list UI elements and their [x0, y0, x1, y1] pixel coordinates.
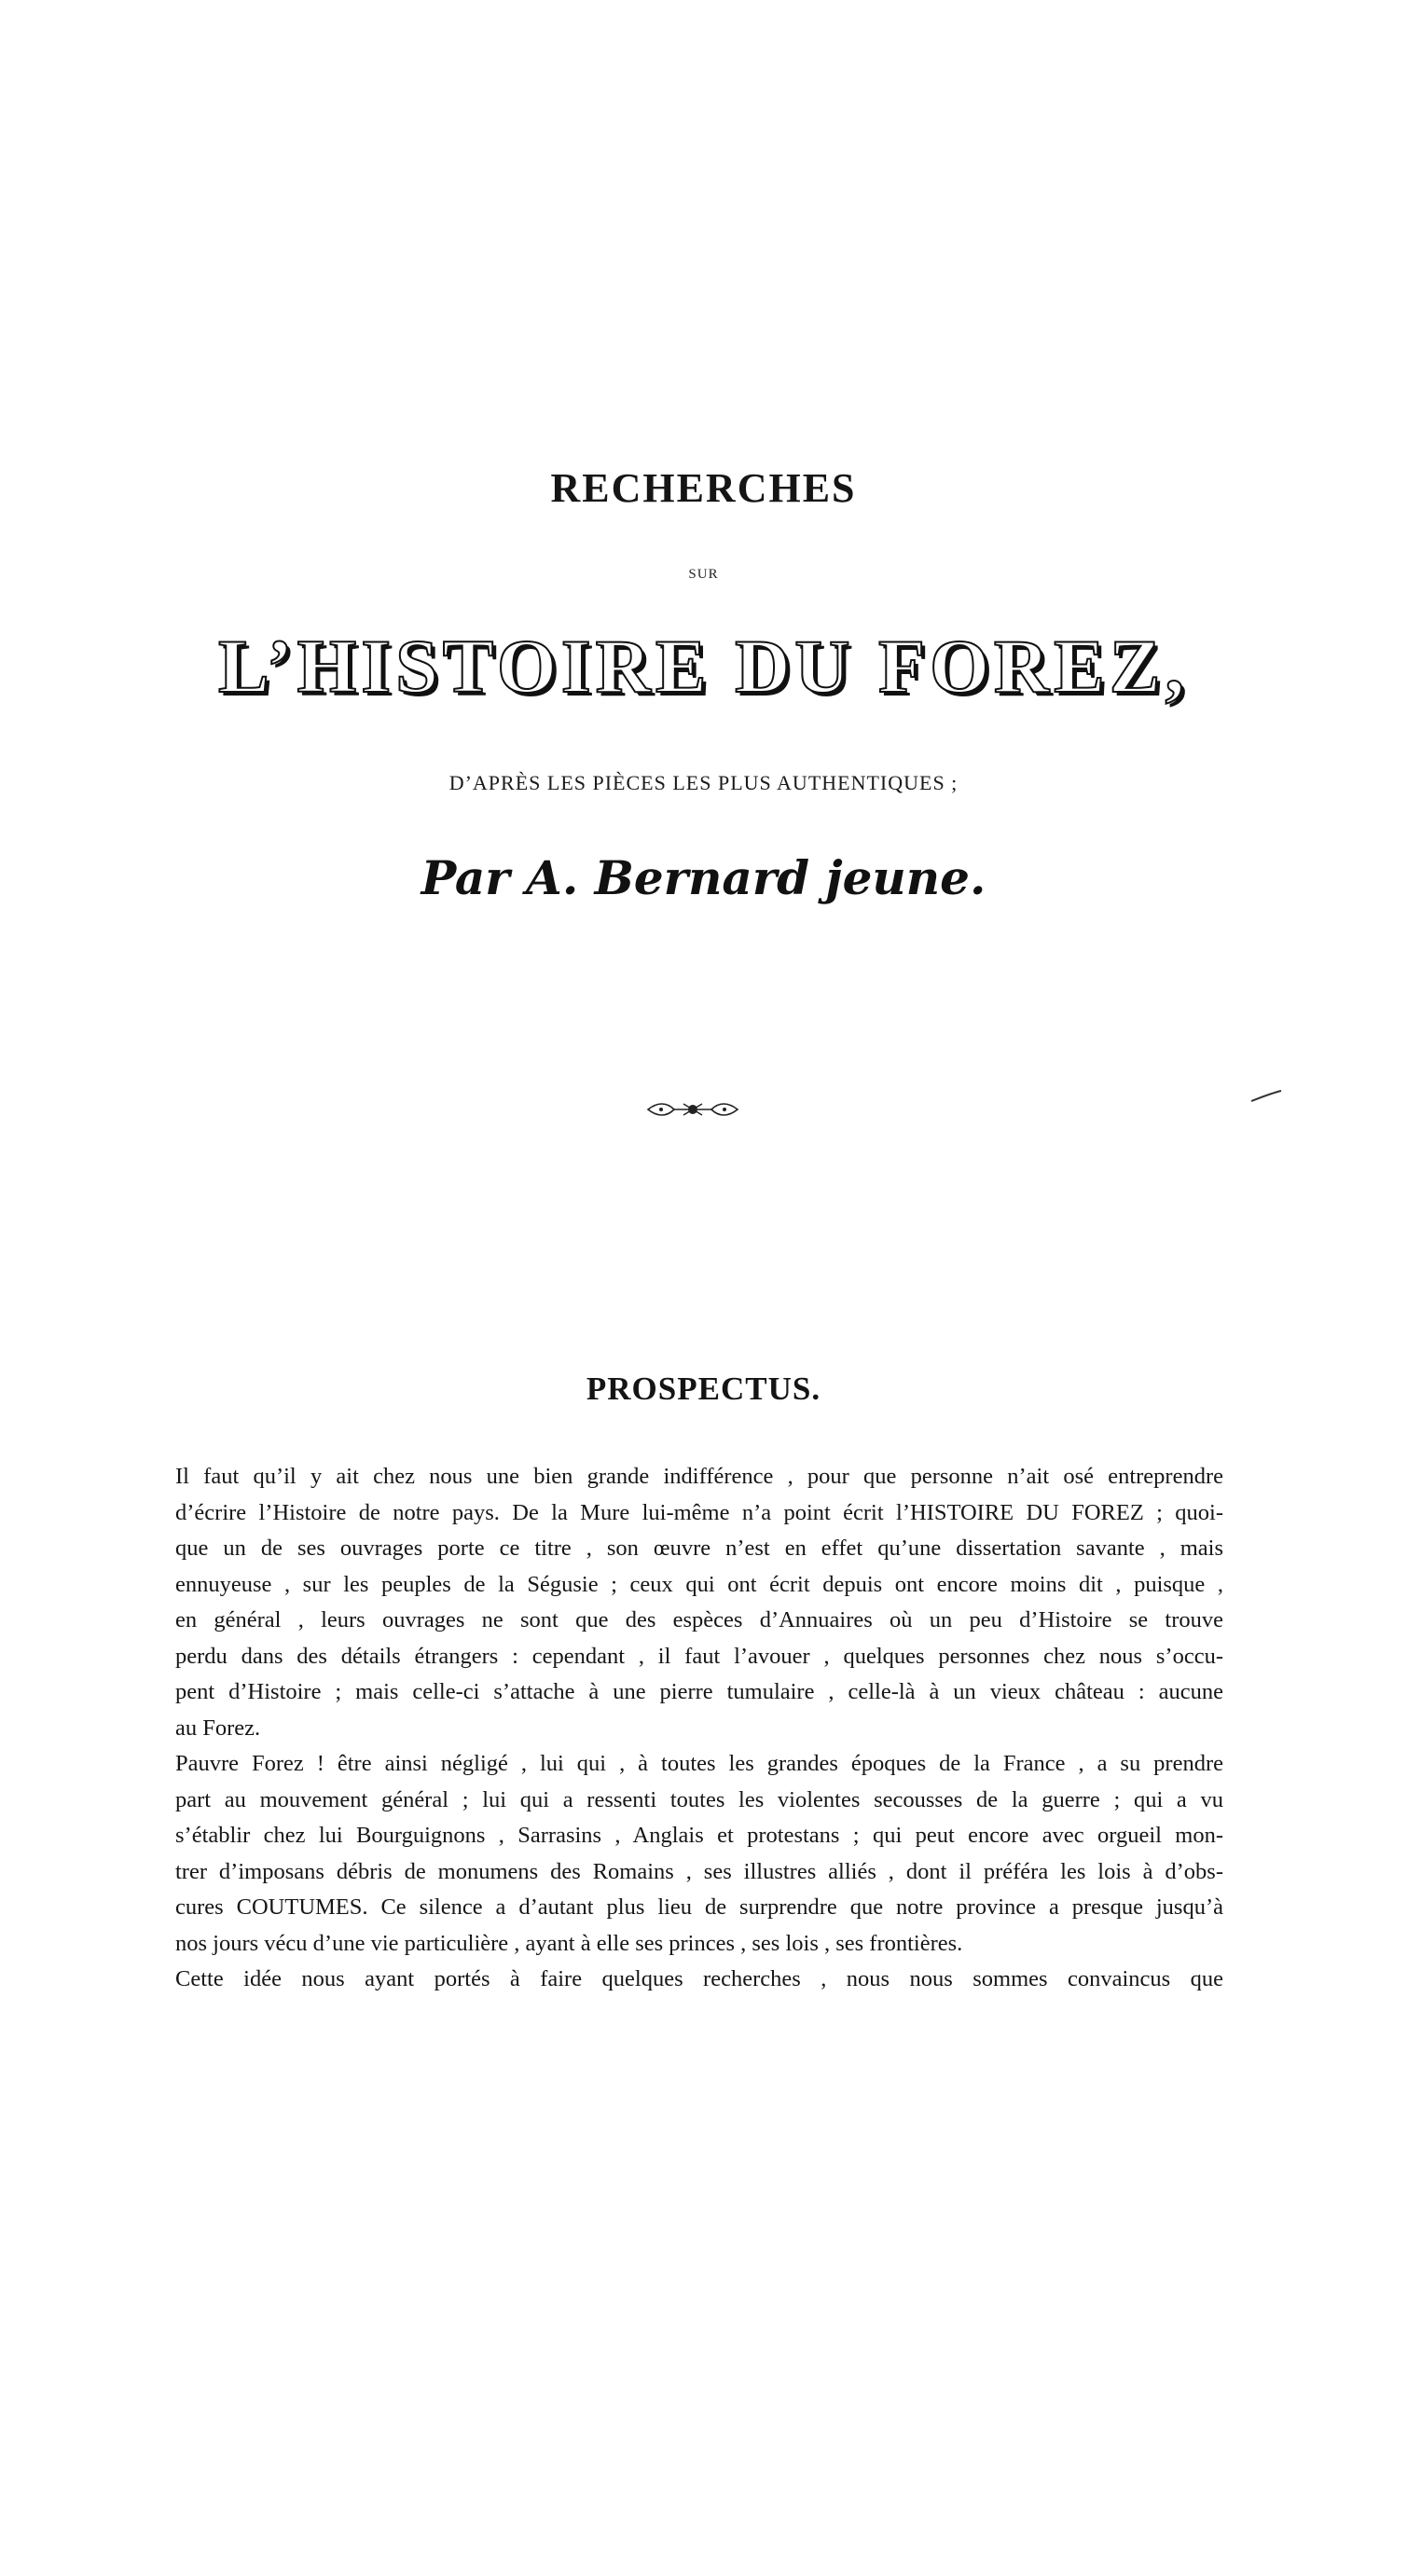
paragraph-2: [175, 1746, 1223, 1962]
text-line: pent d’Histoire ; mais celle-ci s’attache à une pierre tumulaire , celle-là à un vieux château : aucune: [175, 1679, 1223, 1704]
text-line: Cette idée nous ayant portés à faire quelques recherches , nous nous sommes convaincus que: [175, 1966, 1223, 1991]
main-title: L’HISTOIRE DU FOREZ,: [218, 624, 1189, 709]
text-line: que un de ses ouvrages porte ce titre , son œuvre n’est en effet qu’une dissertation savante , mais: [175, 1536, 1223, 1561]
text-line: Il faut qu’il y ait chez nous une bien grande indifférence , pour que personne n’ait osé entreprendre: [175, 1464, 1223, 1489]
text-line: s’établir chez lui Bourguignons , Sarrasins , Anglais et protestans ; qui peut encore avec orgueil mon-: [175, 1823, 1223, 1848]
subtitle: D’APRÈS LES PIÈCES LES PLUS AUTHENTIQUES ;: [448, 771, 959, 794]
text-line: en général , leurs ouvrages ne sont que des espèces d’Annuaires où un peu d’Histoire se trouve: [175, 1607, 1223, 1632]
text-line: Pauvre Forez ! être ainsi négligé , lui qui , à toutes les grandes époques de la France , a su prendre: [175, 1751, 1223, 1776]
ink-mark-icon: [1249, 1089, 1283, 1104]
paragraph-1: [175, 1459, 1223, 1746]
title-sur: SUR: [688, 567, 719, 582]
title-recherches: RECHERCHES: [550, 465, 857, 511]
text-line: d’écrire l’Histoire de notre pays. De la Mure lui-même n’a point écrit l’HISTOIRE DU FOREZ ; quoi-: [175, 1499, 1223, 1525]
author-line: Par A. Bernard jeune.: [421, 850, 986, 905]
text-line: part au mouvement général ; lui qui a ressenti toutes les violentes secousses de la guerre ; qui a vu: [175, 1786, 1223, 1812]
text-line: ennuyeuse , sur les peuples de la Ségusie ; ceux qui ont écrit depuis ont encore moins dit , puisque ,: [175, 1571, 1223, 1597]
text-line: trer d’imposans débris de monumens des Romains , ses illustres alliés , dont il préféra les lois à d’obs-: [175, 1858, 1223, 1884]
body-text: [175, 1459, 1223, 1998]
section-heading: PROSPECTUS.: [586, 1371, 821, 1407]
text-line: nos jours vécu d’une vie particulière , ayant à elle ses princes , ses lois , ses frontières.: [175, 1930, 963, 1956]
fleuron-ornament-icon: [646, 1098, 739, 1121]
text-line: perdu dans des détails étrangers : cependant , il faut l’avouer , quelques personnes chez nous s’occu-: [175, 1643, 1223, 1669]
text-line: au Forez.: [175, 1715, 261, 1741]
text-line: cures COUTUMES. Ce silence a d’autant plus lieu de surprendre que notre province a presque jusqu’à: [175, 1894, 1223, 1920]
paragraph-3: [175, 1962, 1223, 1998]
